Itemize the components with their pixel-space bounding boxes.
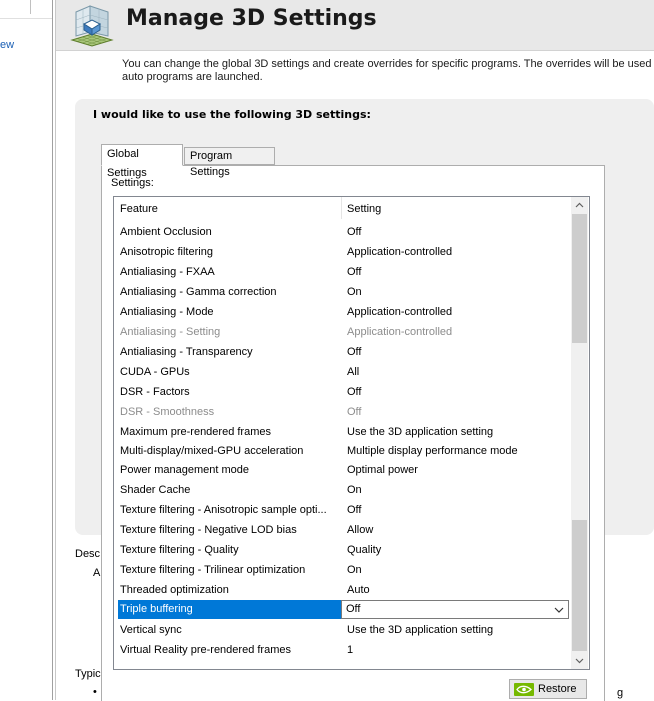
nvidia-logo-icon — [514, 683, 534, 696]
page-description: You can change the global 3D settings and create overrides for specific programs. The overrides will be used auto programs are launched. — [122, 58, 652, 83]
bullet-icon: • — [93, 686, 97, 698]
scroll-up-arrow-icon[interactable] — [571, 197, 588, 214]
page-title: Manage 3D Settings — [126, 6, 377, 31]
setting-cell: On — [347, 564, 362, 576]
table-row[interactable] — [114, 560, 571, 580]
settings-rows — [114, 222, 571, 660]
table-row[interactable] — [114, 620, 571, 640]
list-header — [114, 197, 571, 219]
table-row[interactable] — [114, 242, 571, 262]
restore-button[interactable] — [509, 679, 587, 699]
left-nav-separator — [30, 0, 31, 14]
feature-cell: Ambient Occlusion — [120, 226, 212, 238]
table-row[interactable] — [114, 480, 571, 500]
page-header — [56, 0, 654, 51]
left-nav-divider — [0, 18, 52, 19]
restore-label: Restore — [538, 683, 577, 695]
pane-splitter[interactable] — [55, 0, 56, 700]
feature-cell: DSR - Smoothness — [120, 406, 215, 418]
setting-cell: Application-controlled — [347, 246, 453, 258]
table-row[interactable] — [114, 461, 571, 480]
feature-cell: Antialiasing - Transparency — [120, 346, 253, 358]
description-label: Desc — [75, 548, 101, 560]
feature-cell: Threaded optimization — [120, 584, 229, 596]
setting-cell: Allow — [347, 524, 374, 536]
feature-cell: Multi-display/mixed-GPU acceleration — [120, 445, 304, 457]
feature-cell: Anisotropic filtering — [120, 246, 213, 258]
feature-cell: Antialiasing - Mode — [120, 306, 214, 318]
setting-cell: All — [347, 366, 360, 378]
table-row[interactable] — [114, 442, 571, 461]
table-row[interactable] — [114, 422, 571, 442]
column-divider[interactable] — [341, 197, 342, 219]
scrollbar-thumb[interactable] — [572, 214, 587, 343]
table-row[interactable] — [114, 382, 571, 402]
left-nav-link[interactable]: ew — [0, 39, 15, 51]
table-row-disabled — [114, 322, 571, 342]
setting-cell: Off — [347, 226, 362, 238]
table-row[interactable] — [114, 500, 571, 520]
setting-cell: On — [347, 286, 362, 298]
tab-program-settings[interactable]: Program Settings — [184, 147, 275, 165]
setting-cell: Off — [347, 386, 362, 398]
setting-cell: Multiple display performance mode — [347, 445, 518, 457]
setting-cell: Use the 3D application setting — [347, 426, 494, 438]
table-row[interactable] — [114, 222, 571, 242]
tab-global-settings[interactable]: Global Settings — [101, 144, 183, 166]
setting-cell: Auto — [347, 584, 370, 596]
setting-cell: Off — [347, 504, 362, 516]
cropped-text: g — [617, 687, 624, 699]
setting-cell: Off — [347, 266, 362, 278]
setting-cell: Quality — [347, 544, 382, 556]
feature-cell: DSR - Factors — [120, 386, 190, 398]
table-row[interactable] — [114, 520, 571, 540]
column-header-setting[interactable]: Setting — [347, 203, 382, 215]
settings-label: Settings: — [111, 177, 154, 189]
setting-cell: On — [347, 484, 362, 496]
table-row[interactable] — [114, 282, 571, 302]
feature-cell: Antialiasing - FXAA — [120, 266, 215, 278]
feature-cell: Texture filtering - Anisotropic sample opti... — [120, 504, 327, 516]
table-row[interactable] — [114, 262, 571, 282]
setting-cell: Use the 3D application setting — [347, 624, 494, 636]
feature-cell: CUDA - GPUs — [120, 366, 190, 378]
setting-cell: 1 — [347, 644, 354, 656]
left-nav-header — [0, 0, 52, 20]
table-row-selected[interactable] — [114, 600, 571, 620]
dropdown-value: Off — [346, 603, 361, 615]
table-row-disabled — [114, 402, 571, 422]
table-row[interactable] — [114, 342, 571, 362]
scrollbar-thumb-lower[interactable] — [572, 520, 587, 651]
setting-cell: Optimal power — [347, 464, 418, 476]
scroll-down-arrow-icon[interactable] — [571, 652, 588, 669]
table-row[interactable] — [114, 540, 571, 560]
feature-cell-selected: Triple buffering — [118, 600, 344, 619]
panel-heading: I would like to use the following 3D settings: — [93, 108, 371, 121]
feature-cell: Power management mode — [120, 464, 250, 476]
feature-cell: Vertical sync — [120, 624, 182, 636]
table-row[interactable] — [114, 302, 571, 322]
feature-cell: Antialiasing - Setting — [120, 326, 221, 338]
setting-dropdown[interactable] — [341, 600, 569, 619]
setting-cell: Off — [347, 406, 362, 418]
feature-cell: Shader Cache — [120, 484, 191, 496]
settings-list[interactable] — [113, 196, 590, 670]
3d-settings-icon — [68, 2, 116, 48]
left-nav-pane — [0, 0, 53, 700]
setting-cell: Application-controlled — [347, 306, 453, 318]
description-text: A — [93, 567, 101, 579]
table-row[interactable] — [114, 362, 571, 382]
column-header-feature[interactable]: Feature — [120, 203, 158, 215]
vertical-scrollbar[interactable] — [571, 197, 588, 669]
feature-cell: Antialiasing - Gamma correction — [120, 286, 277, 298]
feature-cell: Maximum pre-rendered frames — [120, 426, 271, 438]
setting-cell: Application-controlled — [347, 326, 453, 338]
feature-cell: Texture filtering - Negative LOD bias — [120, 524, 297, 536]
table-row[interactable] — [114, 580, 571, 600]
setting-cell: Off — [347, 346, 362, 358]
chevron-down-icon[interactable] — [554, 605, 564, 615]
feature-cell: Texture filtering - Trilinear optimization — [120, 564, 306, 576]
feature-cell: Virtual Reality pre-rendered frames — [120, 644, 291, 656]
typical-usage-label: Typic — [75, 668, 101, 680]
feature-cell: Texture filtering - Quality — [120, 544, 239, 556]
table-row[interactable] — [114, 640, 571, 660]
